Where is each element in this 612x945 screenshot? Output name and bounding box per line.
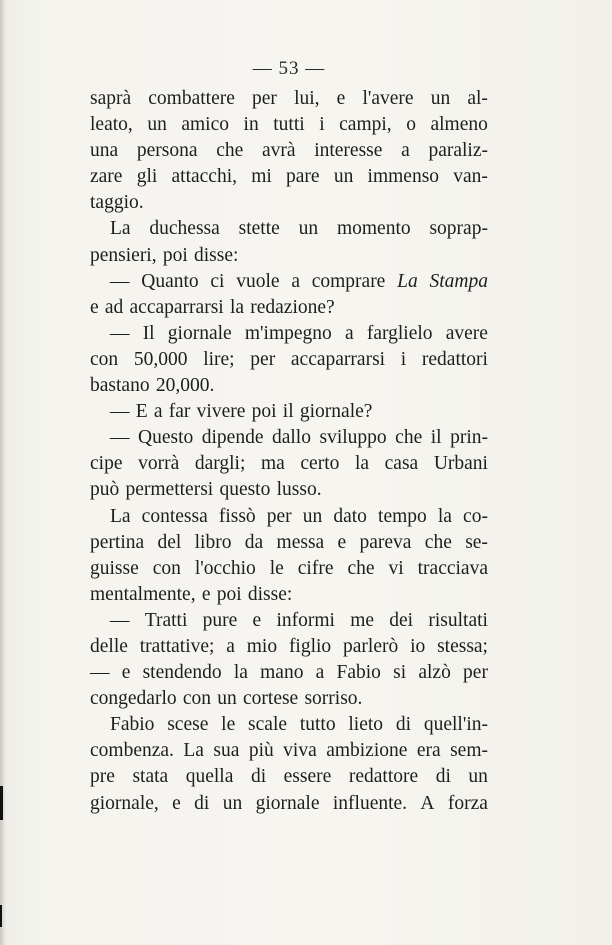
word: tutto xyxy=(299,714,336,736)
word: dato xyxy=(333,505,367,527)
word: giornale xyxy=(255,792,320,814)
word: scese xyxy=(167,714,209,736)
word: la xyxy=(229,296,245,318)
word: co- xyxy=(463,505,488,527)
word: a xyxy=(291,270,300,292)
word: E xyxy=(135,401,148,423)
word: farglielo xyxy=(366,322,433,344)
word: avrà xyxy=(261,140,296,162)
text-line xyxy=(90,608,488,634)
word: con xyxy=(152,557,181,579)
word: io xyxy=(410,635,426,657)
word: giornale, xyxy=(90,792,159,814)
word: con xyxy=(90,348,119,370)
margin-mark xyxy=(0,905,2,927)
word: redattori xyxy=(421,348,488,370)
word: e xyxy=(201,583,211,605)
word: attacchi, xyxy=(171,166,237,188)
word: era xyxy=(416,740,441,762)
word: risultati xyxy=(428,609,488,631)
word: pre xyxy=(90,766,115,788)
word: amico xyxy=(181,114,229,136)
word: questo xyxy=(219,479,271,501)
word: dargli; xyxy=(194,453,246,475)
word: pensieri, xyxy=(90,244,157,266)
word: messa xyxy=(276,531,325,553)
word: me xyxy=(350,609,375,631)
text-line xyxy=(90,164,488,190)
word: cortese xyxy=(243,688,299,710)
word: mio xyxy=(246,635,278,657)
word: alzò xyxy=(418,662,451,684)
word: delle xyxy=(90,635,128,657)
word: di xyxy=(250,766,267,788)
word: più xyxy=(248,740,274,762)
word: giornale? xyxy=(299,401,373,423)
word: combattere xyxy=(148,88,235,109)
text-line xyxy=(90,504,488,530)
text-line xyxy=(90,399,488,425)
word: lire; xyxy=(203,348,235,370)
word: con xyxy=(182,688,212,710)
word: vivere xyxy=(196,401,246,423)
word: vi xyxy=(388,557,404,579)
word: momento xyxy=(336,218,411,240)
word: e xyxy=(337,531,347,553)
margin-mark xyxy=(0,786,3,820)
word: e xyxy=(172,792,181,814)
word: da xyxy=(244,531,264,553)
word: a xyxy=(153,401,163,423)
word: leato, xyxy=(90,114,133,136)
text-line xyxy=(90,556,488,582)
word: la xyxy=(437,505,452,527)
text-line xyxy=(90,451,488,477)
word: un xyxy=(430,88,451,109)
word: m'impegno xyxy=(244,322,332,344)
body-text xyxy=(90,86,488,817)
word: essere xyxy=(283,766,332,788)
word: A xyxy=(420,792,435,814)
word: scale xyxy=(248,714,288,736)
text-line xyxy=(90,269,488,295)
word: per xyxy=(252,88,277,109)
word: La xyxy=(110,218,131,240)
word: informi xyxy=(276,609,335,631)
word: che xyxy=(216,140,244,162)
text-line xyxy=(90,243,488,269)
word: tempo xyxy=(378,505,427,527)
word: la xyxy=(233,662,248,684)
word: certo xyxy=(300,453,340,475)
word: un xyxy=(222,792,243,814)
word: o xyxy=(406,114,416,136)
word: stette xyxy=(238,218,280,240)
word: comprare xyxy=(311,270,386,292)
word: persona xyxy=(136,140,198,162)
word: e xyxy=(336,88,346,109)
word: casa xyxy=(384,453,419,475)
word: sviluppo xyxy=(319,427,387,449)
word: a xyxy=(315,662,325,684)
word: tracciava xyxy=(417,557,488,579)
word: soprap- xyxy=(429,218,488,240)
word: il xyxy=(282,401,294,423)
word: — xyxy=(110,427,130,449)
word: accaparrarsi xyxy=(290,348,386,370)
text-line xyxy=(90,138,488,164)
word: di xyxy=(435,766,451,788)
word: un xyxy=(333,166,354,188)
word: lui, xyxy=(294,88,320,109)
word: vuole xyxy=(236,270,280,292)
word: van- xyxy=(453,166,488,188)
word: — xyxy=(90,662,110,684)
word: parlerò xyxy=(343,635,399,657)
word: bastano xyxy=(90,375,150,397)
word: sua xyxy=(213,740,240,762)
word: Fabio xyxy=(336,662,381,684)
word: e xyxy=(252,609,262,631)
word: un xyxy=(302,505,323,527)
text-line xyxy=(90,582,488,608)
word: Tratti xyxy=(144,609,188,631)
word: combenza. xyxy=(90,740,174,762)
word: 20,000. xyxy=(155,375,215,397)
word: interesse xyxy=(314,140,383,162)
word: che xyxy=(347,557,375,579)
word: ci xyxy=(210,270,225,292)
word: Urbani xyxy=(433,453,488,475)
word: libro xyxy=(194,531,232,553)
word: figlio xyxy=(288,635,332,657)
word: e xyxy=(121,662,131,684)
word: disse: xyxy=(194,244,239,266)
text-line xyxy=(90,530,488,556)
word: prin- xyxy=(450,427,488,449)
word: — xyxy=(110,401,130,423)
word: trattative; xyxy=(139,635,215,657)
text-line xyxy=(90,660,488,686)
text-line xyxy=(90,295,488,321)
text-line xyxy=(90,686,488,712)
word: stessa; xyxy=(437,635,488,657)
word: dipende xyxy=(201,427,264,449)
word: i xyxy=(319,114,325,136)
word: La xyxy=(183,740,204,762)
word: può xyxy=(90,479,120,501)
text-line xyxy=(90,321,488,347)
word: stata xyxy=(132,766,169,788)
word: sorriso. xyxy=(304,688,363,710)
word: al- xyxy=(467,88,488,109)
word: l'avere xyxy=(362,88,414,109)
word: immenso xyxy=(367,166,440,188)
word: redazione? xyxy=(250,296,335,318)
word: il xyxy=(430,427,442,449)
word: per xyxy=(250,348,276,370)
word: del xyxy=(157,531,182,553)
word: e xyxy=(90,296,99,318)
word: l'occhio xyxy=(194,557,256,579)
word: far xyxy=(168,401,191,423)
word: un xyxy=(217,688,237,710)
word: redattore xyxy=(348,766,419,788)
word: per xyxy=(463,662,488,684)
word: Questo xyxy=(138,427,194,449)
word: duchessa xyxy=(149,218,220,240)
word: zare xyxy=(90,166,123,188)
word: un xyxy=(147,114,167,136)
word: pure xyxy=(202,609,238,631)
word: paraliz- xyxy=(428,140,488,162)
word: ad xyxy=(104,296,124,318)
word: le xyxy=(221,714,236,736)
word: dallo xyxy=(271,427,311,449)
word: a xyxy=(401,140,410,162)
text-line xyxy=(90,86,488,112)
word: 50,000 xyxy=(133,348,188,370)
word: che xyxy=(395,427,423,449)
word: Quanto xyxy=(141,270,199,292)
page-number: — 53 — xyxy=(252,58,326,79)
word: giornale xyxy=(167,322,232,344)
text-line xyxy=(90,764,488,790)
word: vorrà xyxy=(138,453,180,475)
text-line xyxy=(90,738,488,764)
word: gli xyxy=(136,166,158,188)
word: un xyxy=(298,218,319,240)
text-line xyxy=(90,634,488,660)
word: quella xyxy=(185,766,234,788)
word: che xyxy=(424,531,452,553)
word: si xyxy=(393,662,407,684)
word: viva xyxy=(283,740,317,762)
word: pertina xyxy=(90,531,145,553)
word: poi xyxy=(216,583,242,605)
word: pareva xyxy=(359,531,412,553)
word: guisse xyxy=(90,557,139,579)
word: pare xyxy=(286,166,320,188)
word: cipe xyxy=(90,453,123,475)
word: permettersi xyxy=(125,479,214,501)
word: a xyxy=(344,322,354,344)
word: un xyxy=(468,766,488,788)
word: forza xyxy=(447,792,488,814)
text-line xyxy=(90,477,488,503)
word: mi xyxy=(251,166,272,188)
word: Il xyxy=(142,322,155,344)
word: Stampa xyxy=(429,270,488,292)
word: stendendo xyxy=(142,662,222,684)
word: sem- xyxy=(450,740,488,762)
word: Fabio xyxy=(110,714,155,736)
word: campi, xyxy=(339,114,392,136)
text-line xyxy=(90,190,488,216)
word: fissò xyxy=(218,505,256,527)
word: contessa xyxy=(141,505,208,527)
word: accaparrarsi xyxy=(129,296,224,318)
word: per xyxy=(266,505,292,527)
word: mano xyxy=(260,662,304,684)
word: dei xyxy=(389,609,414,631)
word: influente. xyxy=(332,792,408,814)
word: poi xyxy=(162,244,188,266)
word: quell'in- xyxy=(423,714,488,736)
word: cifre xyxy=(297,557,334,579)
word: di xyxy=(395,714,412,736)
word: disse: xyxy=(247,583,293,605)
word: mentalmente, xyxy=(90,583,196,605)
word: taggio. xyxy=(90,192,144,214)
word: ma xyxy=(260,453,285,475)
word: ambizione xyxy=(326,740,408,762)
word: una xyxy=(90,140,119,162)
text-line xyxy=(90,216,488,242)
word: le xyxy=(269,557,284,579)
text-line xyxy=(90,791,488,817)
text-line xyxy=(90,112,488,138)
word: almeno xyxy=(430,114,488,136)
word: i xyxy=(400,348,407,370)
word: congedarlo xyxy=(90,688,177,710)
word: poi xyxy=(251,401,277,423)
word: se- xyxy=(465,531,488,553)
text-line xyxy=(90,712,488,738)
word: in xyxy=(243,114,259,136)
word: — xyxy=(110,270,130,292)
word: La xyxy=(110,505,131,527)
word: di xyxy=(194,792,210,814)
word: — xyxy=(110,322,130,344)
word: lusso. xyxy=(276,479,322,501)
word: — xyxy=(110,609,130,631)
text-line xyxy=(90,373,488,399)
word: tutti xyxy=(273,114,305,136)
word: La xyxy=(397,270,418,292)
word: a xyxy=(226,635,235,657)
word: saprà xyxy=(90,88,132,109)
word: la xyxy=(354,453,370,475)
text-line xyxy=(90,425,488,451)
word: lieto xyxy=(348,714,384,736)
word: avere xyxy=(445,322,488,344)
text-line xyxy=(90,347,488,373)
